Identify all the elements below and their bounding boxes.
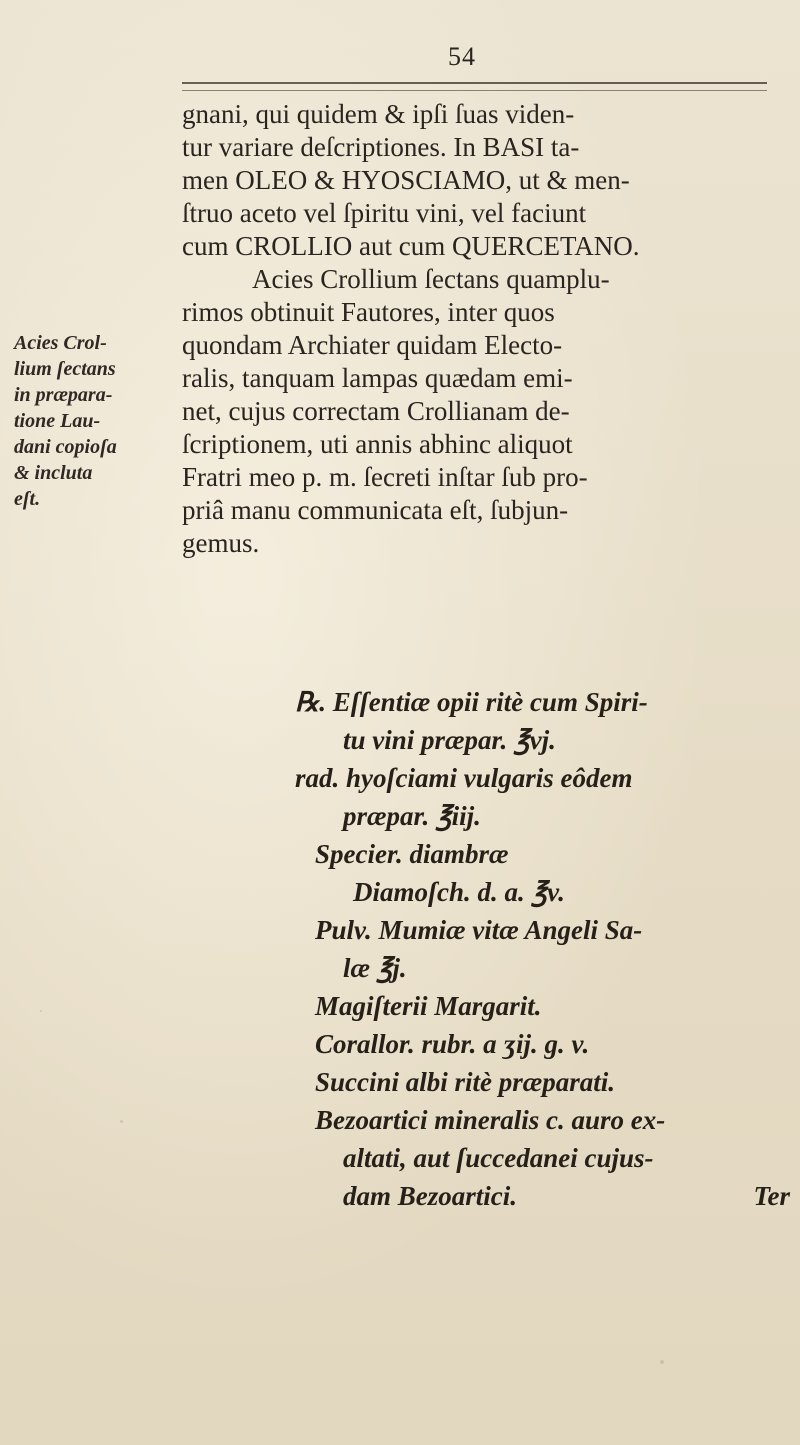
margin-note-line: lium ſectans (14, 358, 116, 380)
recipe-line: Specier. diambræ (315, 839, 509, 869)
recipe-line: Pulv. Mumiæ vitæ Angeli Sa- (315, 915, 643, 945)
page-number: 54 (448, 42, 476, 71)
margin-note-line: Acies Crol- (14, 332, 107, 354)
paper-speck (40, 1010, 42, 1012)
body-line: Acies Crollium ſectans quamplu- (252, 264, 610, 294)
recipe-line: Corallor. rubr. a ʒij. g. v. (315, 1029, 590, 1059)
paper-speck (660, 1360, 664, 1364)
recipe-line: tu vini præpar. ℥vj. (343, 725, 556, 755)
body-line: rimos obtinuit Fautores, inter quos (182, 297, 555, 327)
recipe-last-row (315, 1177, 795, 1215)
body-line: gnani, qui quidem & ipſi ſuas viden- (182, 99, 575, 129)
margin-note-line: in præpara- (14, 384, 113, 406)
body-line: men OLEO & HYOSCIAMO, ut & men- (182, 165, 630, 195)
header-rule (182, 82, 767, 91)
catchword: Ter (753, 1181, 790, 1211)
margin-note-line: tione Lau- (14, 410, 101, 432)
body-line: priâ manu communicata eſt, ſubjun- (182, 495, 569, 525)
margin-note-line: & incluta (14, 462, 93, 484)
body-line: ſcriptionem, uti annis abhinc aliquot (182, 429, 573, 459)
body-line: ralis, tanquam lampas quædam emi- (182, 363, 573, 393)
body-line: quondam Archiater quidam Electo- (182, 330, 563, 360)
body-line: cum CROLLIO aut cum QUERCETANO. (182, 231, 640, 261)
recipe-line: Succini albi ritè præparati. (315, 1067, 616, 1097)
margin-note-line: dani copioſa (14, 436, 117, 458)
paper-speck (120, 1120, 123, 1123)
body-line: gemus. (182, 528, 260, 558)
margin-note-line: eſt. (14, 488, 41, 510)
body-line: tur variare deſcriptiones. In BASI ta- (182, 132, 580, 162)
body-text (182, 98, 772, 560)
recipe-block (295, 683, 795, 1215)
recipe-line: dam Bezoartici. (343, 1181, 517, 1211)
recipe-line: rad. hyoſciami vulgaris eôdem (295, 763, 633, 793)
recipe-line: Bezoartici mineralis c. auro ex- (315, 1105, 666, 1135)
recipe-line: altati, aut ſuccedanei cujus- (343, 1143, 654, 1173)
body-line: ſtruo aceto vel ſpiritu vini, vel faciunt (182, 198, 587, 228)
recipe-line: Magiſterii Margarit. (315, 991, 542, 1021)
body-line: net, cujus correctam Crollianam de- (182, 396, 570, 426)
recipe-line: ℞. Eſſentiæ opii ritè cum Spiri- (295, 687, 648, 717)
recipe-line: læ ℥j. (343, 953, 407, 983)
recipe-line: præpar. ℥iij. (343, 801, 481, 831)
body-line: Fratri meo p. m. ſecreti inſtar ſub pro- (182, 462, 588, 492)
margin-note (14, 330, 184, 512)
recipe-line: Diamoſch. d. a. ℥v. (353, 877, 565, 907)
